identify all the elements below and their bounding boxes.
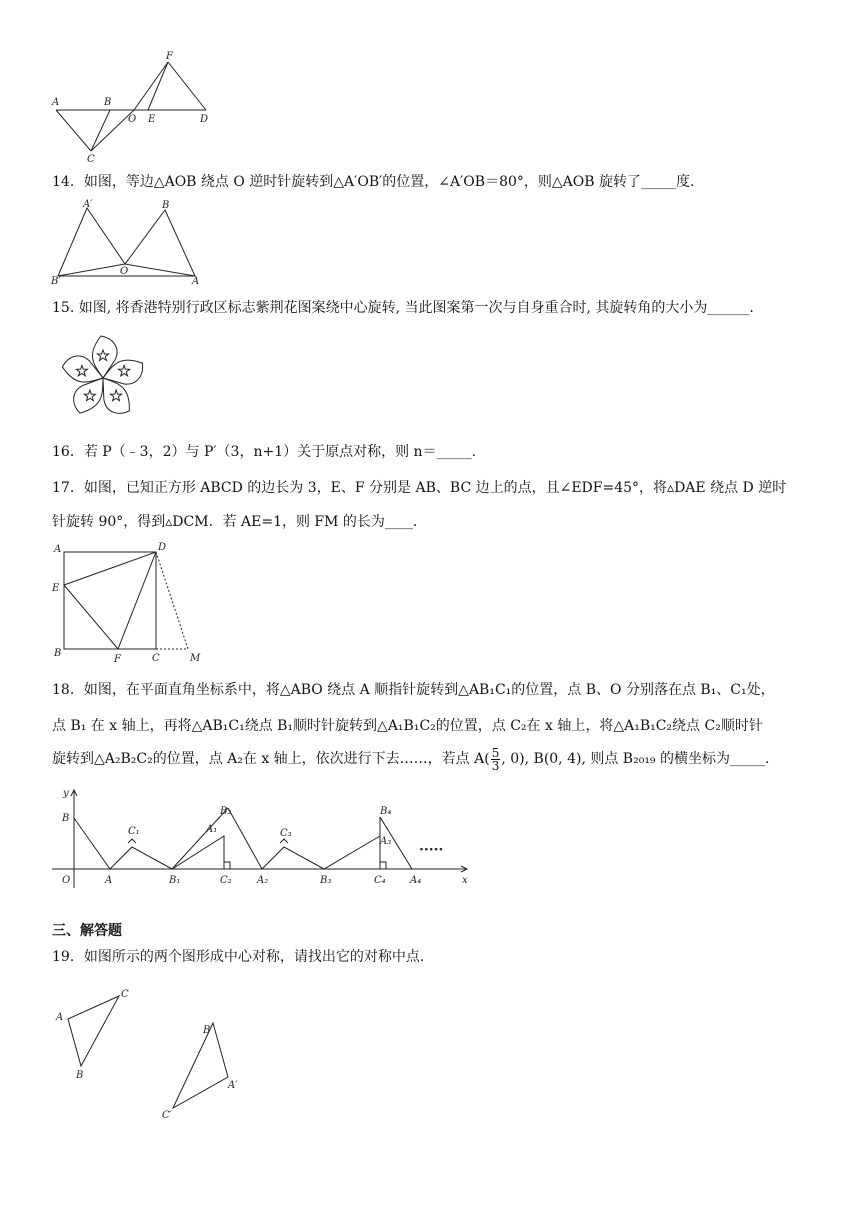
q18-line3-start: 旋转到△A₂B₂C₂的位置，点 A₂在 x 轴上，依次进行下去……，若点 A( (52, 751, 490, 767)
label-x: x (462, 875, 468, 886)
question-17-line2: 针旋转 90°，得到▵DCM．若 AE=1，则 FM 的长为____. (52, 514, 418, 530)
label-b: B (76, 1070, 84, 1081)
label-m: M (190, 653, 201, 664)
label-c: C (87, 154, 95, 165)
q14-text: 14．如图，等边△AOB 绕点 O 逆时针旋转到△A′OB′的位置，∠A′OB＝80°，则△AOB 旋转了 (52, 174, 641, 190)
label-c2: C₂ (220, 875, 232, 886)
label-a1: A₁ (206, 824, 218, 835)
question-18-line1: 18．如图，在平面直角坐标系中，将△ABO 绕点 A 顺指针旋转到△AB₁C₁的位置，点 B、O 分别落在点 B₁、C₁处， (52, 682, 775, 698)
label-o: O (62, 875, 71, 886)
label-b-prime: B′ (203, 1025, 213, 1036)
label-continuation-dots: ····· (419, 842, 444, 858)
label-c3: C₃ (280, 828, 292, 839)
q14-suffix: 度. (675, 174, 695, 190)
label-b3: B₃ (320, 875, 332, 886)
question-16: 16．若 P（﹣3，2）与 P′（3，n+1）关于原点对称，则 n＝_____. (52, 444, 477, 460)
label-e: E (148, 114, 156, 125)
bauhinia-flower-figure (48, 328, 158, 428)
section-heading: 三、解答题 (52, 923, 122, 939)
question-17-line1: 17．如图，已知正方形 ABCD 的边长为 3，E、F 分别是 AB、BC 边上的点，且∠EDF=45°，将▵DAE 绕点 D 逆时 (52, 480, 787, 496)
label-b4: B₄ (380, 806, 392, 817)
label-y: y (63, 788, 69, 799)
label-a2: A₂ (257, 875, 269, 886)
label-c: C (152, 653, 160, 664)
label-b: B (54, 648, 62, 659)
label-c1: C₁ (128, 826, 140, 837)
label-b1: B₁ (169, 875, 181, 886)
figure-q18-coordinate-plane (52, 784, 477, 894)
label-c4: C₄ (374, 875, 386, 886)
question-18-line2: 点 B₁ 在 x 轴上，再将△AB₁C₁绕点 B₁顺时针旋转到△A₁B₁C₂的位置，点 C₂在 x 轴上，将△A₁B₁C₂绕点 C₂顺时针 (52, 718, 763, 734)
label-d: D (158, 542, 167, 553)
label-a: A (105, 875, 113, 886)
figure-q17 (48, 540, 208, 665)
question-14 (52, 172, 694, 192)
label-o: O (128, 114, 137, 125)
label-d: D (200, 114, 209, 125)
label-a-prime: A′ (83, 199, 93, 210)
fraction-denominator: 3 (491, 758, 500, 773)
q14-answer-blank[interactable]: _____ (640, 174, 676, 190)
fraction-numerator: 5 (491, 745, 500, 760)
figure-q13 (48, 48, 218, 166)
question-15: 15. 如图, 将香港特别行政区标志紫荆花图案绕中心旋转, 当此图案第一次与自身重合时, 其旋转角的大小为______. (52, 300, 754, 316)
label-f: F (166, 51, 173, 62)
fraction-five-thirds (491, 747, 501, 772)
label-o: O (120, 266, 129, 277)
label-b: B (62, 813, 70, 824)
label-e: E (52, 583, 60, 594)
figure-q19 (48, 980, 258, 1120)
label-b: B (104, 97, 112, 108)
label-a4: A₄ (410, 875, 422, 886)
label-b2: B₂ (220, 806, 232, 817)
question-18-line3 (52, 745, 769, 773)
q18-line3-end: , 0), B(0, 4), 则点 B₂₀₁₉ 的横坐标为_____. (501, 751, 770, 767)
label-c: C (121, 989, 129, 1000)
figure-q14 (50, 198, 210, 288)
label-a: A (192, 276, 200, 287)
label-a: A (54, 544, 62, 555)
label-a: A (56, 1012, 64, 1023)
label-b-prime: B′ (51, 276, 61, 287)
label-a3: A₃ (380, 836, 392, 847)
label-a: A (52, 97, 60, 108)
label-a-prime: A′ (228, 1080, 238, 1091)
question-19: 19．如图所示的两个图形成中心对称，请找出它的对称中点. (52, 949, 425, 965)
label-b: B (162, 200, 170, 211)
label-c-prime: C′ (162, 1110, 172, 1121)
label-f: F (114, 654, 121, 665)
